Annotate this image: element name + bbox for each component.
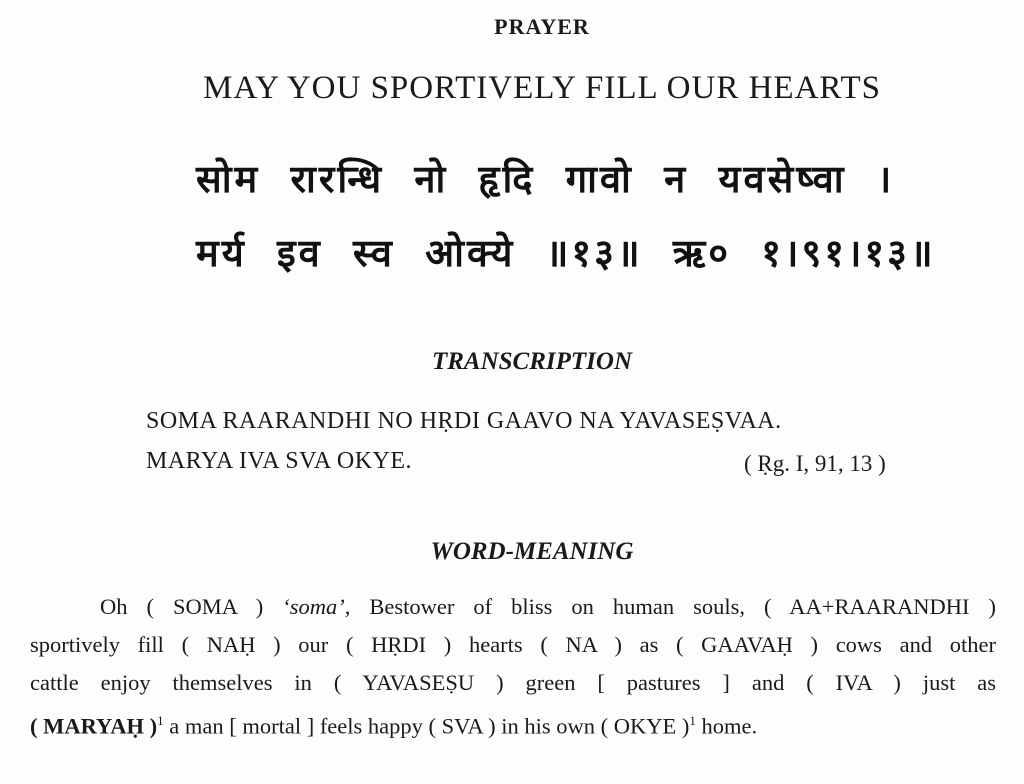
word-meaning-line-1 bbox=[30, 588, 996, 626]
word-meaning-text: Oh ( SOMA ) bbox=[100, 594, 283, 619]
maryah-term: ( MARYAḤ ) bbox=[30, 713, 158, 739]
transcription-line-2: MARYA IVA SVA OKYE. bbox=[146, 448, 413, 474]
word-meaning-text: home. bbox=[695, 713, 758, 739]
word-meaning-line-3: cattle enjoy themselves in ( YAVASEṢU ) green [ pastures ] and ( IVA ) just as bbox=[30, 670, 996, 695]
verse-citation: ( Ṛg. I, 91, 13 ) bbox=[744, 451, 886, 476]
section-label: PRAYER bbox=[494, 14, 590, 39]
sanskrit-verse-line-1: सोम रारन्धि नो हृदि गावो न यवसेष्वा । bbox=[196, 157, 895, 201]
page-title: MAY YOU SPORTIVELY FILL OUR HEARTS bbox=[203, 70, 881, 106]
word-meaning-line-2: sportively fill ( NAḤ ) our ( HṚDI ) hearts ( NA ) as ( GAAVAḤ ) cows and other bbox=[30, 632, 996, 657]
footnote-marker: 1 bbox=[689, 713, 696, 728]
word-meaning-text: , Bestower of bliss on human souls, ( AA+RAARANDHI ) bbox=[344, 594, 996, 619]
footnote-marker: 1 bbox=[157, 713, 164, 728]
sanskrit-verse-line-2: मर्य इव स्व ओक्ये ॥१३॥ ऋ० १।९१।१३॥ bbox=[196, 231, 936, 275]
word-meaning-paragraph bbox=[30, 588, 996, 746]
soma-term: ‘soma’ bbox=[282, 594, 345, 619]
transcription-line-1: SOMA RAARANDHI NO HṚDI GAAVO NA YAVASEṢVAA. bbox=[146, 408, 782, 434]
transcription-heading: TRANSCRIPTION bbox=[431, 348, 633, 375]
word-meaning-line-4 bbox=[30, 702, 996, 746]
word-meaning-heading: WORD-MEANING bbox=[430, 538, 634, 565]
word-meaning-text: a man [ mortal ] feels happy ( SVA ) in his own ( OKYE ) bbox=[163, 713, 690, 739]
